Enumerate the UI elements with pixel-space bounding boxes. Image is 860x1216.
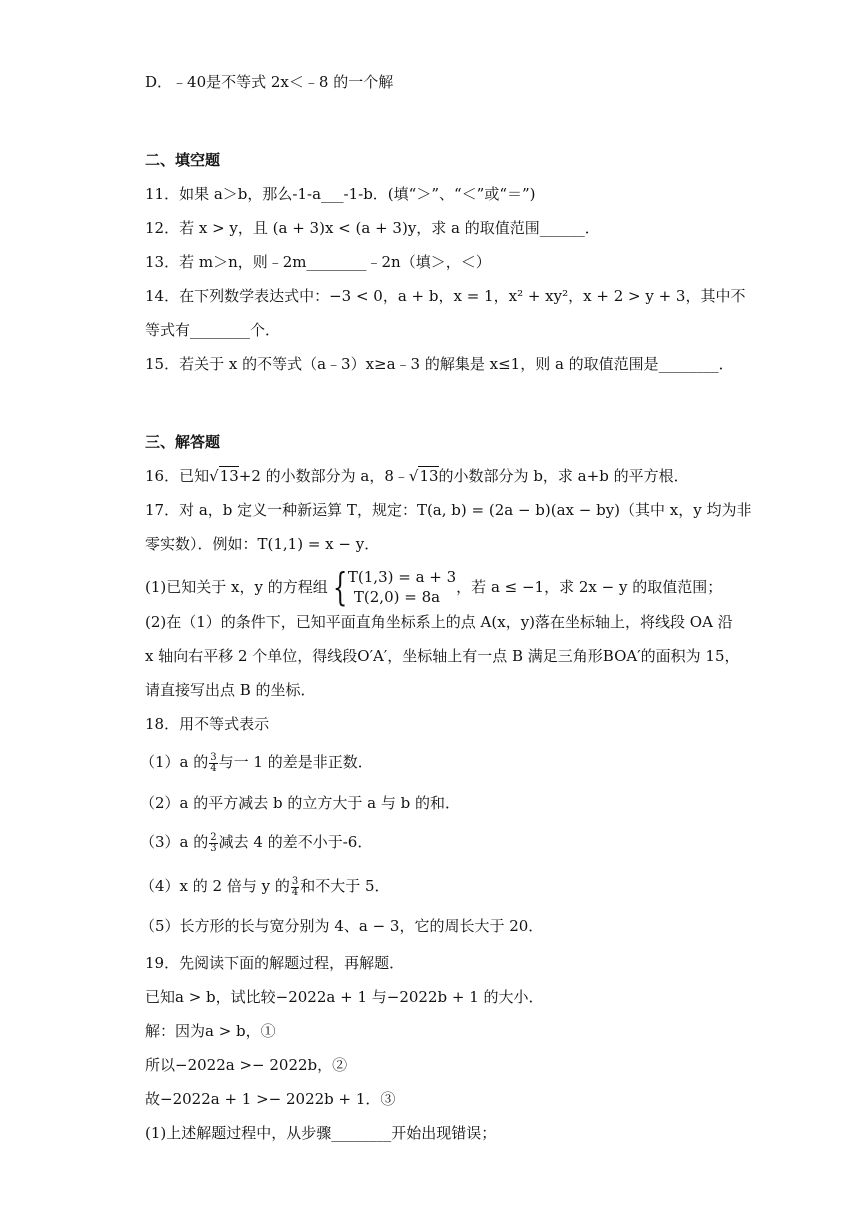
question-17-part-2-line-3: 请直接写出点 B 的坐标． [145,681,316,699]
question-14-line-2: 等式有________个． [145,321,281,339]
question-19-step-3: 故−2022a + 1 >− 2022b + 1．③ [145,1090,396,1108]
question-19-step-2: 所以−2022a >− 2022b，② [145,1056,348,1074]
q18-1-suffix: 与一 1 的差是非正数． [218,753,373,771]
question-15: 15．若关于 x 的不等式（a﹣3）x≥a﹣3 的解集是 x≤1，则 a 的取值范围是________． [145,355,734,373]
q17-1-prefix: (1)已知关于 x，y 的方程组 [145,578,328,596]
question-11: 11．如果 a＞b，那么-1-a___-1-b．(填“＞”、“＜”或“＝”) [145,185,536,203]
q18-1-prefix: （1）a 的 [140,753,209,771]
sqrt-symbol: √ [209,467,219,485]
sqrt-radicand: 13 [219,467,239,485]
q17-1-suffix: ，若 a ≤ −1，求 2x − y 的取值范围； [456,578,723,596]
question-13: 13．若 m＞n，则﹣2m________﹣2n（填＞，＜） [145,253,491,271]
question-17-part-2-line-2: x 轴向右平移 2 个单位，得线段O′A′，坐标轴上有一点 B 满足三角形BOA′的面积为 15， [145,647,740,665]
question-18: 18．用不等式表示 [145,715,270,733]
question-18-item-3 [140,832,372,854]
question-19-step-1: 解：因为a > b，① [145,1022,276,1040]
q16-middle: +2 的小数部分为 a，8﹣ [238,467,409,485]
section-title-fill-in: 二、填空题 [145,151,221,169]
q18-4-suffix: 和不大于 5． [300,877,390,895]
fraction-denominator: 4 [291,886,299,898]
question-17-part-2-line-1: (2)在（1）的条件下，已知平面直角坐标系上的点 A(x，y)落在坐标轴上，将线段 OA 沿 [145,613,733,631]
question-18-item-5: （5）长方形的长与宽分别为 4、a − 3，它的周长大于 20． [140,917,544,935]
section-title-answer: 三、解答题 [145,433,221,451]
question-18-item-4 [140,876,390,898]
fraction-numerator: 2 [210,831,217,843]
fraction-three-quarters [209,753,217,774]
equation-2: T(2,0) = 8a [353,588,441,606]
sqrt-symbol: √ [408,467,419,485]
question-18-item-2: （2）a 的平方减去 b 的立方大于 a 与 b 的和． [140,794,461,812]
q18-3-suffix: 减去 4 的差不小于-6． [218,833,373,851]
question-12: 12．若 x > y，且 (a + 3)x < (a + 3)y，求 a 的取值范围______． [145,219,600,237]
brace-symbol: { [332,565,348,609]
q16-prefix: 16．已知 [145,467,210,485]
fraction-denominator: 3 [210,842,217,854]
q18-3-prefix: （3）a 的 [140,833,209,851]
question-19-part-1: (1)上述解题过程中，从步骤________开始出现错误； [145,1124,497,1142]
question-17-line-1: 17．对 a，b 定义一种新运算 T，规定：T(a, b) = (2a − b)(ax − by)（其中 x，y 均为非 [145,501,752,519]
q18-4-prefix: （4）x 的 2 倍与 y 的 [140,877,290,895]
sqrt-radicand: 13 [419,467,439,485]
question-14-line-1: 14．在下列数学表达式中：−3 < 0，a + b，x = 1，x² + xy²，x + 2 > y + 3，其中不 [145,287,746,305]
fraction-numerator: 3 [291,875,299,887]
option-d: D．﹣40是不等式 2x＜﹣8 的一个解 [145,73,394,91]
q16-suffix: 的小数部分为 b，求 a+b 的平方根． [438,467,689,485]
question-19-given: 已知a > b，试比较−2022a + 1 与−2022b + 1 的大小． [145,988,544,1006]
question-18-item-1 [140,752,373,774]
question-19: 19．先阅读下面的解题过程，再解题． [145,954,405,972]
equation-1: T(1,3) = a + 3 [347,568,457,586]
question-16 [145,466,689,486]
fraction-three-quarters [291,877,299,898]
fraction-two-thirds [209,833,217,854]
question-17-line-2: 零实数）．例如：T(1,1) = x − y． [145,535,380,553]
fraction-denominator: 4 [210,762,217,774]
equation-system [348,567,456,607]
question-17-part-1 [145,565,723,609]
fraction-numerator: 3 [210,751,217,763]
